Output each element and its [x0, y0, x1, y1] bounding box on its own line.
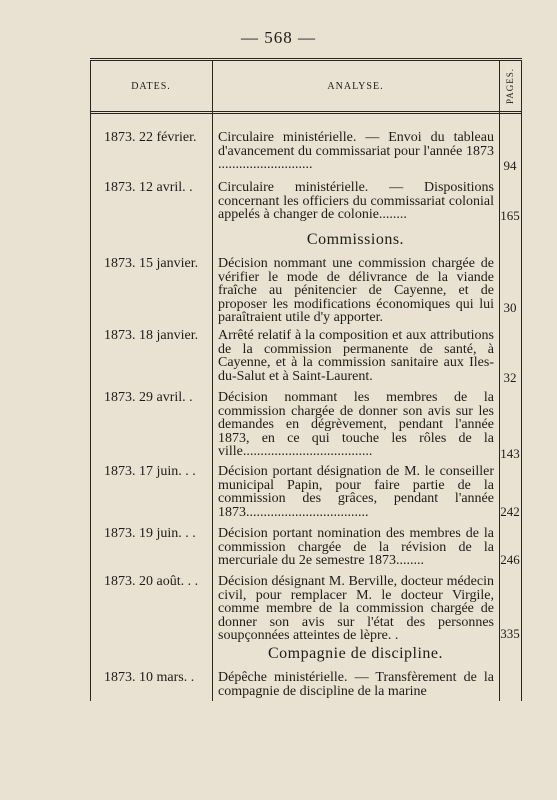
entry-date: 1873. 15 janvier. — [104, 256, 199, 271]
entry-date: 1873. 17 juin. . . — [104, 464, 196, 479]
entry-date: 1873. 29 avril. . — [104, 390, 193, 405]
header-pages — [499, 61, 521, 111]
column-rule-dates — [212, 61, 213, 701]
entry-date: 1873. 19 juin. . . — [104, 526, 196, 541]
column-rule-right — [521, 61, 522, 701]
entry-analysis: Arrêté relatif à la composition et aux attributions de la commission permanente de santé, à Cayenne, et à la commission sanitaire aux Iles-du-Salut et à Saint-Laurent. — [218, 328, 494, 384]
entry-page: 30 — [503, 300, 517, 315]
column-rule-left — [90, 61, 91, 701]
entry-page: 246 — [500, 552, 520, 567]
header-dates: DATES. — [131, 80, 171, 92]
entry-date: 1873. 10 mars. . — [104, 670, 195, 685]
entry-page: 143 — [500, 446, 520, 461]
entry-date: 1873. 18 janvier. — [104, 328, 199, 343]
entry-page: 335 — [500, 626, 520, 641]
entry-date: 1873. 22 février. — [104, 130, 197, 145]
entry-analysis: Circulaire ministérielle. — Envoi du tableau d'avancement du commissariat pour l'année 1873 ........................... — [218, 130, 494, 173]
entry-date: 1873. 20 août. . . — [104, 574, 199, 589]
entry-page: 32 — [503, 370, 517, 385]
entry-date: 1873. 12 avril. . — [104, 180, 193, 195]
section-heading-commissions: Commissions. — [306, 231, 405, 248]
entry-analysis: Décision nommant une commission chargée de vérifier le mode de délivrance de la viande fraîche au pénitencier de Cayenne, et de proposer les modifications économiques qui lui paraîtraient utile d'y apporter. — [218, 256, 494, 326]
header-pages-label: PAGES. — [505, 68, 515, 104]
entry-analysis: Décision portant désignation de M. le conseiller municipal Papin, pour faire partie de la commission des grâces, pendant l'année 1873................................... — [218, 464, 494, 520]
index-table — [90, 58, 522, 701]
entry-analysis: Dépêche ministérielle. — Transfèrement de la compagnie de discipline de la marine — [218, 670, 494, 699]
entry-analysis: Décision nommant les membres de la commission chargée de donner son avis sur les demandes en dégrèvement, pendant l'année 1873, en ce qui touche les rôles de la ville..................................... — [218, 390, 494, 460]
entry-analysis: Circulaire ministérielle. — Dispositions concernant les officiers du commissariat colonial appelés à changer de colonie........ — [218, 180, 494, 223]
header-analyse: ANALYSE. — [327, 80, 384, 92]
entry-page: 242 — [500, 504, 520, 519]
section-heading-compagnie: Compagnie de discipline. — [267, 645, 444, 662]
header-rule — [90, 111, 522, 114]
entry-analysis: Décision désignant M. Berville, docteur médecin civil, pour remplacer M. le docteur Virgile, comme membre de la commission chargée de donner son avis sur l'état des personnes soupçonnées atteintes de lèpre. . — [218, 574, 494, 644]
page-number: — 568 — — [241, 28, 316, 47]
entry-page: 165 — [500, 208, 520, 223]
entry-page: 94 — [503, 158, 517, 173]
entry-analysis: Décision portant nomination des membres de la commission chargée de la révision de la mercuriale du 2e semestre 1873........ — [218, 526, 494, 569]
